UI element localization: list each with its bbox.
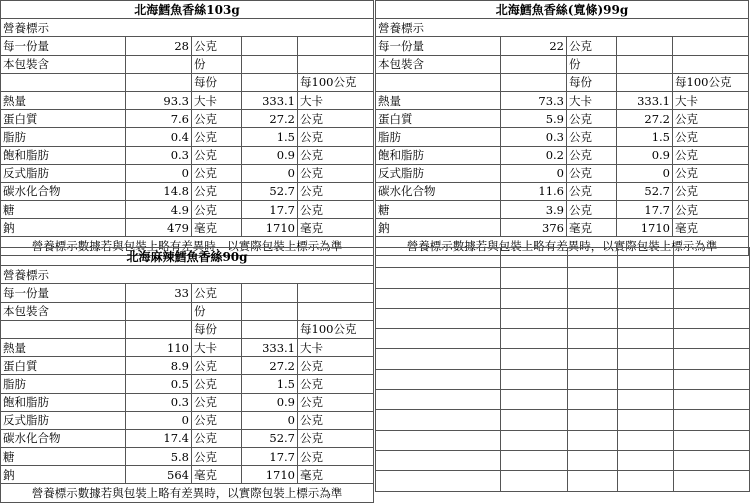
empty-cell — [501, 450, 567, 470]
per-serving-unit: 公克 — [192, 182, 242, 200]
empty-cell — [376, 430, 501, 450]
nutrient-row — [1, 466, 374, 484]
nutrient-row — [1, 110, 374, 128]
empty-cell — [501, 471, 567, 491]
nutrient-row — [1, 146, 374, 164]
empty-cell — [673, 390, 749, 410]
empty-cell — [617, 73, 673, 91]
per-100g-unit: 公克 — [673, 164, 749, 182]
empty-grid-row — [376, 369, 750, 389]
per-serving-value: 11.6 — [501, 182, 567, 200]
nutrient-name: 蛋白質 — [376, 110, 501, 128]
per-100g-value: 1.5 — [242, 128, 298, 146]
nutrient-row — [1, 91, 374, 109]
servings-label: 本包裝含 — [376, 55, 501, 73]
nutrition-panel — [0, 0, 374, 256]
product-title: 北海麻辣鱈魚香絲90g — [1, 248, 374, 266]
empty-cell — [617, 390, 673, 410]
empty-cell — [673, 410, 749, 430]
empty-cell — [242, 73, 298, 91]
nutrient-row — [376, 182, 749, 200]
nutrient-name: 糖 — [1, 201, 126, 219]
per-serving-value: 564 — [126, 466, 192, 484]
empty-cell — [617, 268, 673, 288]
per-100g-value: 0.9 — [242, 393, 298, 411]
empty-cell — [501, 329, 567, 349]
nutrient-name: 碳水化合物 — [376, 182, 501, 200]
per-serving-unit: 公克 — [192, 146, 242, 164]
product-title: 北海鱈魚香絲(寬條)99g — [376, 1, 749, 19]
empty-grid-row — [376, 268, 750, 288]
nutrition-panel — [0, 247, 374, 503]
empty-cell — [617, 410, 673, 430]
nutrition-table — [0, 0, 374, 256]
nutrient-name: 鈉 — [1, 219, 126, 237]
serving-row — [1, 284, 374, 302]
empty-cell — [673, 37, 749, 55]
per-serving-unit: 公克 — [567, 201, 617, 219]
per-serving-value: 5.8 — [126, 448, 192, 466]
empty-grid — [375, 247, 750, 492]
nutrient-row — [1, 448, 374, 466]
per-100g-unit: 毫克 — [673, 219, 749, 237]
per-serving-value: 7.6 — [126, 110, 192, 128]
empty-grid-row — [376, 450, 750, 470]
nutrient-name: 熱量 — [376, 91, 501, 109]
per-100g-unit: 大卡 — [298, 91, 374, 109]
nutrient-name: 糖 — [376, 201, 501, 219]
empty-cell — [501, 73, 567, 91]
per-100g-unit: 公克 — [298, 146, 374, 164]
nutrient-row — [1, 338, 374, 356]
per-serving-value: 0.3 — [126, 393, 192, 411]
empty-cell — [673, 308, 749, 328]
empty-cell — [567, 450, 617, 470]
nutrient-row — [1, 357, 374, 375]
empty-cell — [673, 450, 749, 470]
per-serving-value: 0 — [126, 164, 192, 182]
empty-cell — [567, 349, 617, 369]
nutrient-row — [376, 146, 749, 164]
empty-cell — [298, 284, 374, 302]
nutrient-name: 飽和脂肪 — [1, 146, 126, 164]
per-100g-unit: 公克 — [673, 201, 749, 219]
empty-grid-row — [376, 288, 750, 308]
per-serving-unit: 公克 — [567, 164, 617, 182]
empty-cell — [501, 288, 567, 308]
nutrient-name: 脂肪 — [376, 128, 501, 146]
per-serving-unit: 大卡 — [192, 91, 242, 109]
empty-cell — [617, 471, 673, 491]
empty-cell — [376, 390, 501, 410]
per-serving-value: 479 — [126, 219, 192, 237]
empty-cell — [617, 248, 673, 268]
serving-value: 28 — [126, 37, 192, 55]
empty-cell — [298, 302, 374, 320]
empty-cell — [567, 329, 617, 349]
empty-cell — [376, 73, 501, 91]
empty-cell — [376, 471, 501, 491]
per-100g-value: 333.1 — [242, 91, 298, 109]
per-100g-unit: 公克 — [673, 110, 749, 128]
servings-unit: 份 — [567, 55, 617, 73]
nutrient-name: 脂肪 — [1, 375, 126, 393]
empty-cell — [617, 37, 673, 55]
per-serving-unit: 公克 — [192, 357, 242, 375]
servings-unit: 份 — [192, 55, 242, 73]
empty-cell — [501, 390, 567, 410]
empty-cell — [376, 450, 501, 470]
per-100g-unit: 公克 — [298, 393, 374, 411]
per-100g-value: 52.7 — [242, 429, 298, 447]
per-100g-value: 333.1 — [242, 338, 298, 356]
nutrient-name: 鈉 — [376, 219, 501, 237]
nutrient-row — [1, 182, 374, 200]
title-row — [1, 1, 374, 19]
per-100g-unit: 公克 — [298, 429, 374, 447]
nutrient-row — [376, 201, 749, 219]
per-serving-unit: 大卡 — [192, 338, 242, 356]
nutrient-row — [1, 393, 374, 411]
disclaimer-note: 營養標示數據若與包裝上略有差異時，以實際包裝上標示為準 — [376, 237, 749, 255]
empty-cell — [376, 268, 501, 288]
empty-cell — [376, 248, 501, 268]
per-serving-value: 8.9 — [126, 357, 192, 375]
serving-label: 每一份量 — [1, 284, 126, 302]
per-100g-unit: 公克 — [298, 110, 374, 128]
serving-unit: 公克 — [192, 284, 242, 302]
per-serving-unit: 毫克 — [567, 219, 617, 237]
empty-cell — [501, 55, 567, 73]
nutrient-name: 反式脂肪 — [1, 164, 126, 182]
note-row — [1, 484, 374, 502]
nutrient-row — [1, 201, 374, 219]
empty-cell — [126, 73, 192, 91]
nutrient-row — [1, 128, 374, 146]
servings-row — [376, 55, 749, 73]
nutrient-row — [1, 375, 374, 393]
nutrient-name: 飽和脂肪 — [376, 146, 501, 164]
per-serving-unit: 公克 — [192, 201, 242, 219]
per-serving-value: 0 — [501, 164, 567, 182]
per-serving-unit: 公克 — [192, 429, 242, 447]
empty-cell — [501, 268, 567, 288]
empty-cell — [242, 55, 298, 73]
per-serving-value: 4.9 — [126, 201, 192, 219]
per-100g-header: 每100公克 — [298, 320, 374, 338]
nutrient-name: 熱量 — [1, 338, 126, 356]
per-100g-value: 333.1 — [617, 91, 673, 109]
per-100g-value: 0.9 — [617, 146, 673, 164]
per-serving-unit: 公克 — [192, 375, 242, 393]
serving-row — [376, 37, 749, 55]
per-100g-unit: 公克 — [298, 201, 374, 219]
empty-cell — [617, 369, 673, 389]
per-100g-unit: 公克 — [298, 128, 374, 146]
per-serving-header: 每份 — [567, 73, 617, 91]
empty-cell — [298, 37, 374, 55]
empty-cell — [673, 349, 749, 369]
per-100g-unit: 大卡 — [298, 338, 374, 356]
nutrition-label: 營養標示 — [1, 19, 374, 37]
title-row — [1, 248, 374, 266]
per-100g-unit: 公克 — [673, 128, 749, 146]
label-row — [1, 266, 374, 284]
empty-cell — [501, 369, 567, 389]
per-100g-unit: 公克 — [298, 448, 374, 466]
label-row — [376, 19, 749, 37]
empty-cell — [673, 369, 749, 389]
label-row — [1, 19, 374, 37]
empty-cell — [376, 329, 501, 349]
empty-cell — [501, 308, 567, 328]
per-100g-unit: 公克 — [673, 146, 749, 164]
per-serving-unit: 公克 — [192, 128, 242, 146]
empty-cell — [673, 55, 749, 73]
servings-unit: 份 — [192, 302, 242, 320]
empty-cell — [617, 450, 673, 470]
empty-cell — [567, 308, 617, 328]
per-serving-header: 每份 — [192, 73, 242, 91]
per-100g-unit: 公克 — [298, 411, 374, 429]
per-serving-value: 0 — [126, 411, 192, 429]
per-serving-value: 110 — [126, 338, 192, 356]
empty-cell — [673, 288, 749, 308]
empty-grid-row — [376, 430, 750, 450]
disclaimer-note: 營養標示數據若與包裝上略有差異時，以實際包裝上標示為準 — [1, 484, 374, 502]
per-serving-unit: 公克 — [192, 164, 242, 182]
header-row — [1, 73, 374, 91]
product-title: 北海鱈魚香絲103g — [1, 1, 374, 19]
empty-cell — [617, 349, 673, 369]
nutrient-row — [1, 164, 374, 182]
nutrition-table — [375, 0, 749, 256]
nutrition-panel — [375, 0, 749, 256]
servings-row — [1, 55, 374, 73]
empty-cell — [376, 288, 501, 308]
per-100g-value: 0 — [617, 164, 673, 182]
empty-cell — [376, 308, 501, 328]
nutrient-name: 鈉 — [1, 466, 126, 484]
empty-grid-table — [375, 247, 750, 492]
serving-value: 22 — [501, 37, 567, 55]
empty-cell — [501, 430, 567, 450]
empty-cell — [567, 268, 617, 288]
per-serving-value: 14.8 — [126, 182, 192, 200]
serving-unit: 公克 — [567, 37, 617, 55]
per-100g-value: 52.7 — [242, 182, 298, 200]
nutrient-name: 蛋白質 — [1, 357, 126, 375]
nutrient-row — [376, 128, 749, 146]
per-serving-unit: 公克 — [192, 411, 242, 429]
empty-cell — [567, 288, 617, 308]
per-serving-unit: 毫克 — [192, 219, 242, 237]
nutrient-name: 反式脂肪 — [376, 164, 501, 182]
nutrient-name: 反式脂肪 — [1, 411, 126, 429]
nutrition-table — [0, 247, 374, 503]
empty-cell — [501, 410, 567, 430]
nutrient-name: 脂肪 — [1, 128, 126, 146]
empty-grid-row — [376, 390, 750, 410]
empty-cell — [376, 349, 501, 369]
nutrient-row — [376, 110, 749, 128]
per-100g-value: 0 — [242, 164, 298, 182]
empty-cell — [501, 248, 567, 268]
empty-cell — [673, 329, 749, 349]
empty-cell — [673, 248, 749, 268]
nutrition-label: 營養標示 — [1, 266, 374, 284]
per-serving-value: 73.3 — [501, 91, 567, 109]
empty-cell — [617, 55, 673, 73]
empty-grid-row — [376, 410, 750, 430]
per-serving-value: 0.3 — [501, 128, 567, 146]
nutrient-row — [376, 164, 749, 182]
empty-cell — [567, 471, 617, 491]
empty-cell — [126, 302, 192, 320]
empty-cell — [376, 410, 501, 430]
header-row — [376, 73, 749, 91]
per-100g-unit: 公克 — [298, 357, 374, 375]
per-serving-value: 0.3 — [126, 146, 192, 164]
empty-grid-row — [376, 329, 750, 349]
per-serving-value: 3.9 — [501, 201, 567, 219]
per-serving-value: 17.4 — [126, 429, 192, 447]
per-100g-value: 17.7 — [617, 201, 673, 219]
per-serving-unit: 大卡 — [567, 91, 617, 109]
nutrient-row — [1, 429, 374, 447]
title-row — [376, 1, 749, 19]
serving-value: 33 — [126, 284, 192, 302]
per-serving-value: 5.9 — [501, 110, 567, 128]
per-100g-value: 17.7 — [242, 448, 298, 466]
empty-cell — [376, 369, 501, 389]
per-100g-value: 17.7 — [242, 201, 298, 219]
empty-cell — [673, 471, 749, 491]
per-serving-unit: 公克 — [192, 448, 242, 466]
serving-row — [1, 37, 374, 55]
servings-label: 本包裝含 — [1, 55, 126, 73]
serving-unit: 公克 — [192, 37, 242, 55]
per-100g-value: 0.9 — [242, 146, 298, 164]
per-serving-unit: 公克 — [567, 110, 617, 128]
per-100g-unit: 毫克 — [298, 466, 374, 484]
per-100g-value: 52.7 — [617, 182, 673, 200]
empty-cell — [617, 430, 673, 450]
disclaimer-note: 營養標示數據若與包裝上略有差異時，以實際包裝上標示為準 — [1, 237, 374, 255]
empty-cell — [126, 320, 192, 338]
per-serving-value: 376 — [501, 219, 567, 237]
nutrient-row — [376, 91, 749, 109]
empty-grid-row — [376, 471, 750, 491]
nutrient-row — [376, 219, 749, 237]
empty-cell — [617, 308, 673, 328]
per-serving-value: 0.2 — [501, 146, 567, 164]
per-100g-value: 27.2 — [617, 110, 673, 128]
per-100g-value: 0 — [242, 411, 298, 429]
empty-cell — [617, 288, 673, 308]
empty-cell — [567, 248, 617, 268]
empty-cell — [567, 410, 617, 430]
serving-label: 每一份量 — [376, 37, 501, 55]
empty-cell — [242, 284, 298, 302]
per-100g-unit: 公克 — [298, 164, 374, 182]
empty-cell — [1, 320, 126, 338]
per-serving-value: 0.4 — [126, 128, 192, 146]
per-100g-unit: 公克 — [673, 182, 749, 200]
per-100g-unit: 公克 — [298, 182, 374, 200]
per-100g-header: 每100公克 — [673, 73, 749, 91]
per-serving-unit: 毫克 — [192, 466, 242, 484]
per-serving-unit: 公克 — [192, 393, 242, 411]
servings-row — [1, 302, 374, 320]
per-serving-unit: 公克 — [567, 146, 617, 164]
empty-grid-row — [376, 308, 750, 328]
header-row — [1, 320, 374, 338]
nutrition-label: 營養標示 — [376, 19, 749, 37]
empty-grid-row — [376, 349, 750, 369]
per-100g-header: 每100公克 — [298, 73, 374, 91]
per-serving-unit: 公克 — [192, 110, 242, 128]
nutrient-name: 飽和脂肪 — [1, 393, 126, 411]
nutrient-row — [1, 219, 374, 237]
empty-cell — [567, 369, 617, 389]
empty-cell — [567, 430, 617, 450]
per-100g-value: 1710 — [242, 219, 298, 237]
empty-cell — [501, 349, 567, 369]
empty-cell — [242, 302, 298, 320]
empty-cell — [567, 390, 617, 410]
nutrient-row — [1, 411, 374, 429]
nutrient-name: 蛋白質 — [1, 110, 126, 128]
per-100g-value: 1710 — [242, 466, 298, 484]
serving-label: 每一份量 — [1, 37, 126, 55]
nutrient-name: 糖 — [1, 448, 126, 466]
nutrient-name: 熱量 — [1, 91, 126, 109]
per-100g-value: 27.2 — [242, 110, 298, 128]
servings-label: 本包裝含 — [1, 302, 126, 320]
per-100g-unit: 公克 — [298, 375, 374, 393]
empty-cell — [673, 430, 749, 450]
nutrient-name: 碳水化合物 — [1, 429, 126, 447]
per-serving-value: 0.5 — [126, 375, 192, 393]
per-100g-value: 1.5 — [242, 375, 298, 393]
empty-cell — [1, 73, 126, 91]
per-serving-unit: 公克 — [567, 182, 617, 200]
per-serving-header: 每份 — [192, 320, 242, 338]
empty-cell — [242, 37, 298, 55]
empty-cell — [242, 320, 298, 338]
per-100g-value: 27.2 — [242, 357, 298, 375]
empty-cell — [298, 55, 374, 73]
empty-grid-row — [376, 248, 750, 268]
per-100g-value: 1.5 — [617, 128, 673, 146]
empty-cell — [126, 55, 192, 73]
nutrient-name: 碳水化合物 — [1, 182, 126, 200]
per-100g-unit: 大卡 — [673, 91, 749, 109]
per-100g-unit: 毫克 — [298, 219, 374, 237]
per-serving-value: 93.3 — [126, 91, 192, 109]
empty-cell — [673, 268, 749, 288]
per-serving-unit: 公克 — [567, 128, 617, 146]
per-100g-value: 1710 — [617, 219, 673, 237]
empty-cell — [617, 329, 673, 349]
